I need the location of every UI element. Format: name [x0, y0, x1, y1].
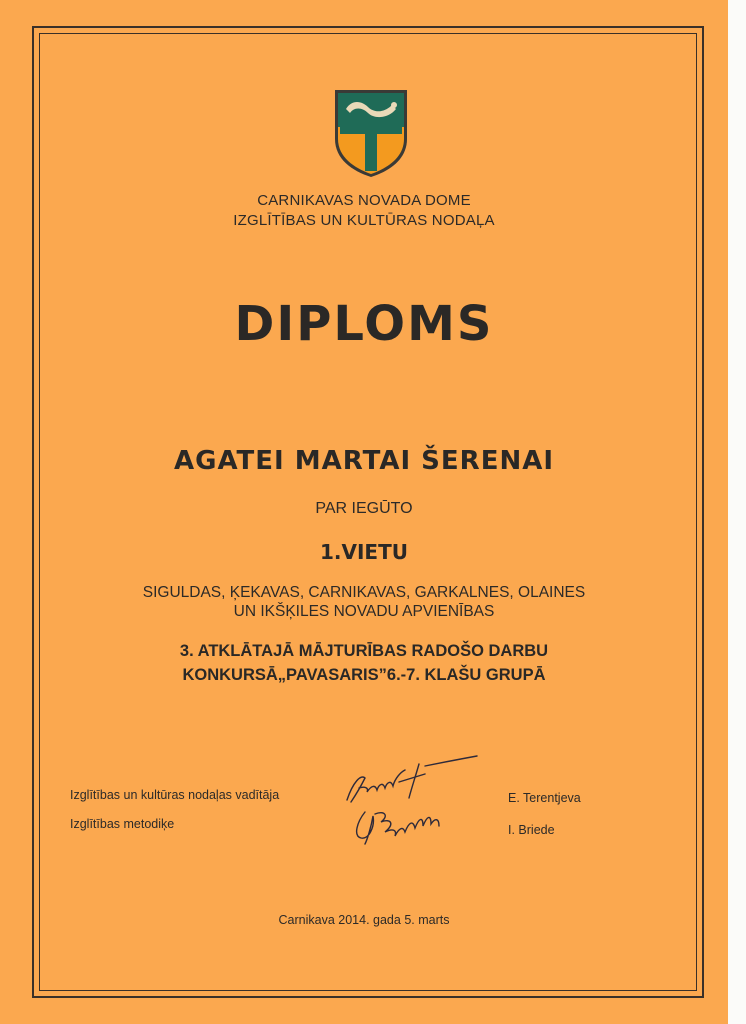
coat-of-arms-emblem [332, 87, 410, 179]
contest-line-1: 3. ATKLĀTAJĀ MĀJTURĪBAS RADOŠO DARBU [179, 642, 549, 660]
handwritten-signatures [335, 752, 485, 852]
award-for-text: PAR IEGŪTO [315, 500, 413, 517]
award-place: 1.VIETU [320, 540, 408, 564]
signature-briede [357, 812, 439, 844]
issue-date: Carnikava 2014. gada 5. marts [278, 913, 450, 927]
signatory-name-1: E. Terentjeva [508, 791, 581, 805]
signature-terentjeva [347, 756, 477, 802]
signatory-role-2: Izglītības metodiķe [70, 817, 175, 831]
recipient-name: AGATEI MARTAI ŠERENAI [173, 446, 555, 476]
organization-line-1: CARNIKAVAS NOVADA DOME [257, 192, 471, 209]
organization-line-2: IZGLĪTĪBAS UN KULTŪRAS NODAĻA [233, 212, 495, 229]
signatory-name-2: I. Briede [508, 823, 555, 837]
region-line-2: UN IKŠĶILES NOVADU APVIENĪBAS [233, 603, 495, 620]
contest-line-2: KONKURSĀ„PAVASARIS”6.-7. KLAŠU GRUPĀ [182, 666, 546, 684]
scan-margin [728, 0, 746, 1024]
region-line-1: SIGULDAS, ĶEKAVAS, CARNIKAVAS, GARKALNES, OLAINES [142, 584, 586, 601]
signatory-role-1: Izglītības un kultūras nodaļas vadītāja [70, 788, 280, 802]
diploma-title: DIPLOMS [234, 296, 494, 352]
